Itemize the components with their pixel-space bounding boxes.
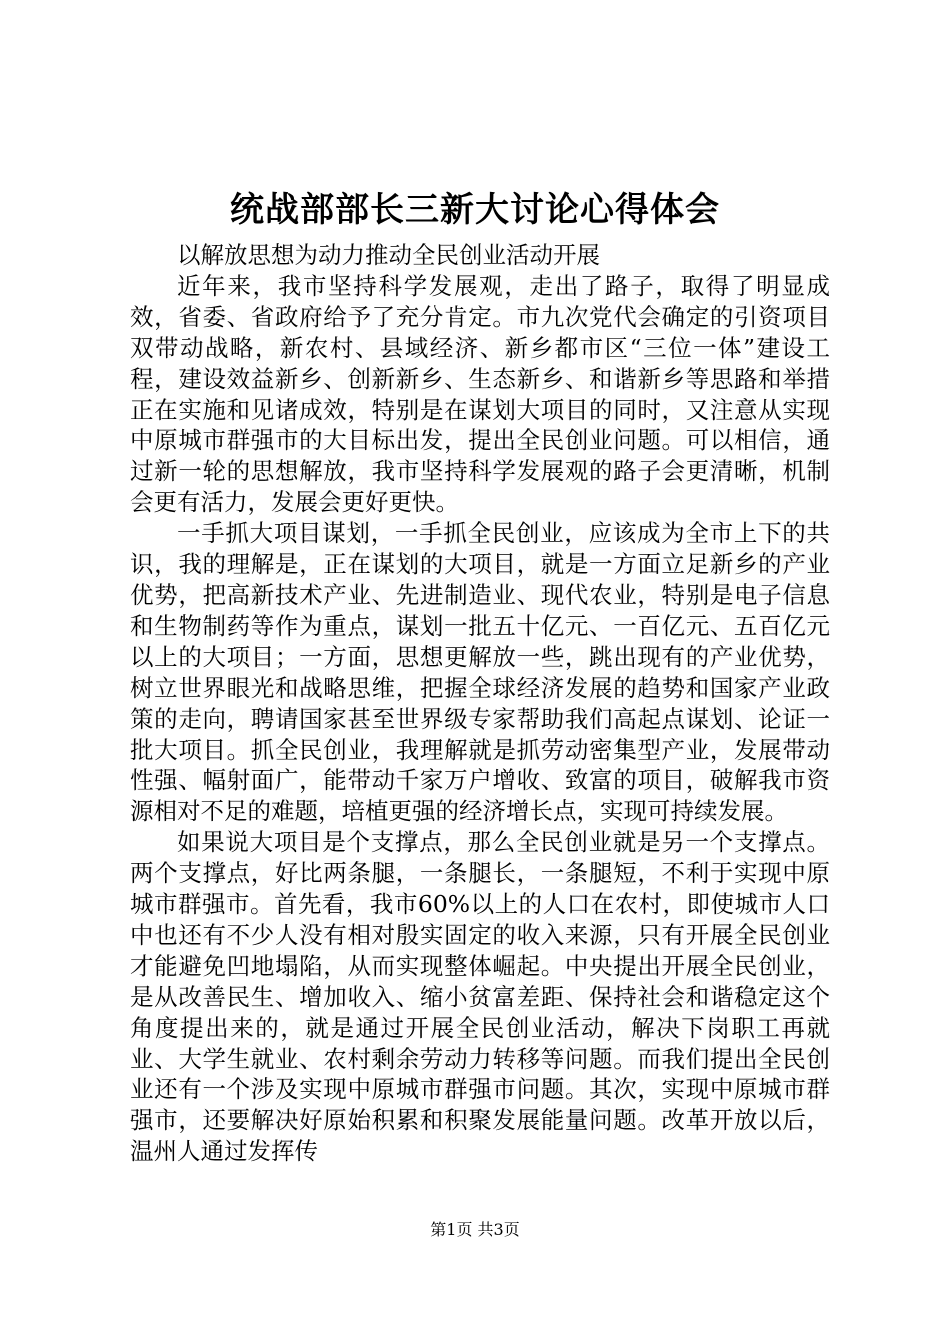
body-paragraph: 如果说大项目是个支撑点，那么全民创业就是另一个支撑点。两个支撑点，好比两条腿，一条腿长，一条腿短，不利于实现中原城市群强市。首先看，我市60%以上的人口在农村，即使城市人口中也还有不少人没有相对殷实固定的收入来源，只有开展全民创业才能避免凹地塌陷，从而实现整体崛起。中央提出开展全民创业，是从改善民生、增加收入、缩小贫富差距、保持社会和谐稳定这个角度提出来的，就是通过开展全民创业活动，解决下岗职工再就业、大学生就业、农村剩余劳动力转移等问题。而我们提出全民创业还有一个涉及实现中原城市群强市问题。其次，实现中原城市群强市，还要解决好原始积累和积聚发展能量问题。改革开放以后，温州人通过发挥传 [130,828,830,1166]
document-title: 统战部部长三新大讨论心得体会 [230,190,720,230]
document-body [130,240,830,1167]
page-number: 第1页 共3页 [430,1220,520,1239]
document-subtitle: 以解放思想为动力推动全民创业活动开展 [177,241,600,269]
page-footer [0,1218,950,1242]
body-paragraph: 一手抓大项目谋划，一手抓全民创业，应该成为全市上下的共识，我的理解是，正在谋划的大项目，就是一方面立足新乡的产业优势，把高新技术产业、先进制造业、现代农业，特别是电子信息和生物制药等作为重点，谋划一批五十亿元、一百亿元、五百亿元以上的大项目；一方面，思想更解放一些，跳出现有的产业优势，树立世界眼光和战略思维，把握全球经济发展的趋势和国家产业政策的走向，聘请国家甚至世界级专家帮助我们高起点谋划、论证一批大项目。抓全民创业，我理解就是抓劳动密集型产业，发展带动性强、幅射面广，能带动千家万户增收、致富的项目，破解我市资源相对不足的难题，培植更强的经济增长点，实现可持续发展。 [130,519,830,826]
body-paragraph: 近年来，我市坚持科学发展观，走出了路子，取得了明显成效，省委、省政府给予了充分肯定。市九次党代会确定的引资项目双带动战略，新农村、县域经济、新乡都市区“三位一体”建设工程，建设效益新乡、创新新乡、生态新乡、和谐新乡等思路和举措正在实施和见诸成效，特别是在谋划大项目的同时，又注意从实现中原城市群强市的大目标出发，提出全民创业问题。可以相信，通过新一轮的思想解放，我市坚持科学发展观的路子会更清晰，机制会更有活力，发展会更好更快。 [130,271,830,517]
